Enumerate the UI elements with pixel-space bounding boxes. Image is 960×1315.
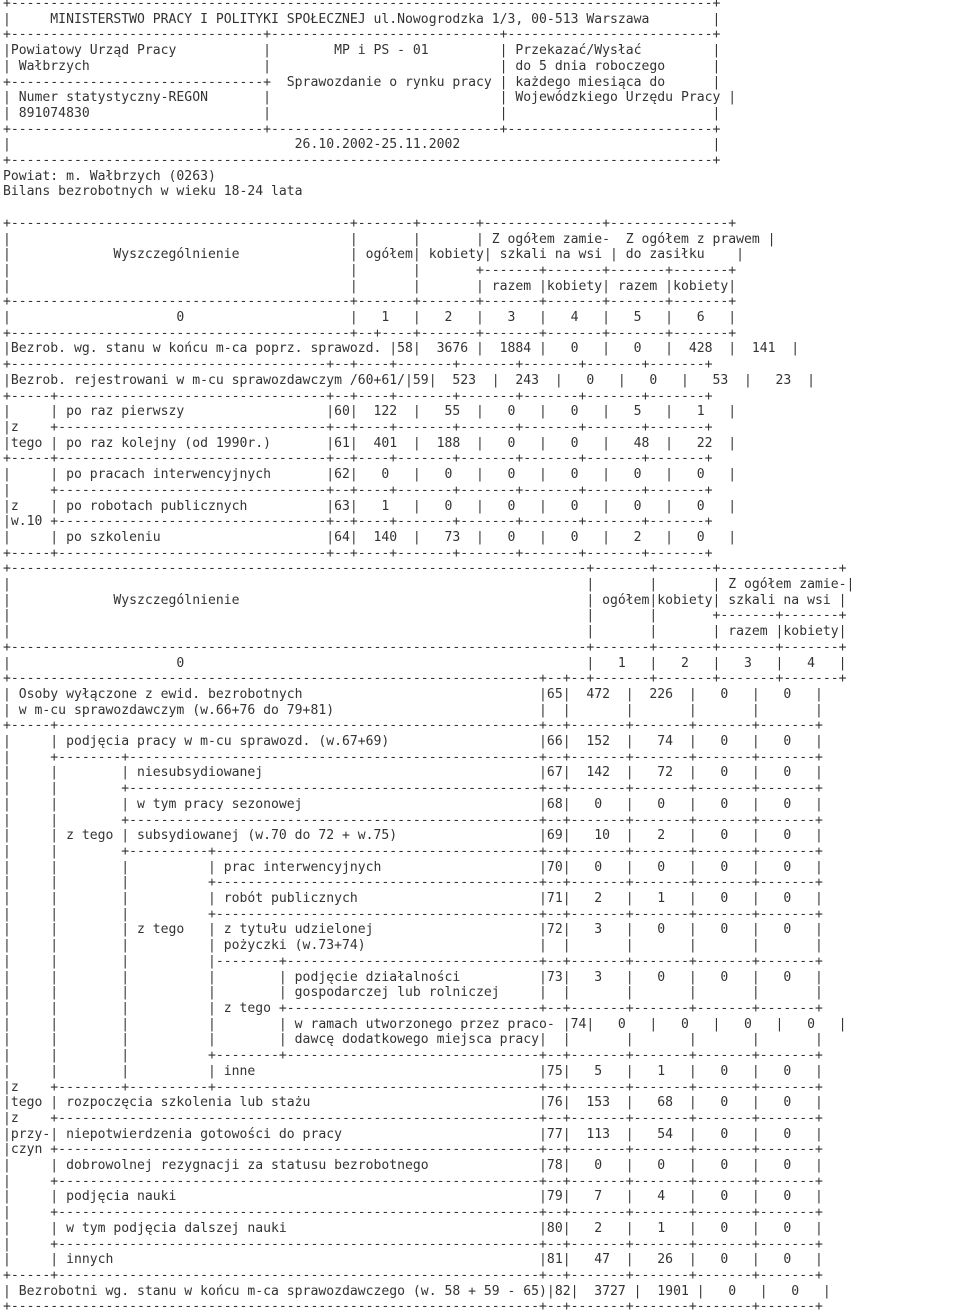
report-text: [3, 0, 854, 1315]
report-line: +-------------------------------------------------------------------+--+-------+-------+-------+-------+: [3, 1299, 823, 1315]
report-line: |przy-| niepotwierdzenia gotowości do pracy |77| 113 | 54 | 0 | 0 |: [3, 1126, 823, 1142]
report-line: +--------------------------------+ Sprawozdanie o rynku pracy | każdego miesiąca do |: [3, 74, 721, 90]
report-line: Bilans bezrobotnych w wieku 18-24 lata: [3, 184, 303, 200]
report-line: | Wyszczególnienie | ogółem|kobiety| szkali na wsi |: [3, 592, 847, 608]
report-line: +-------------------------------------------+-------+-------+---------------+---------------+: [3, 215, 737, 231]
report-line: +-----------------------------------------------------------------------------------------+: [3, 0, 721, 11]
report-line: |Powiatowy Urząd Pracy | MP i PS - 01 | Przekazać/Wysłać |: [3, 43, 721, 59]
report-line: | Wyszczególnienie | ogółem| kobiety| szkali na wsi | do zasiłku |: [3, 247, 745, 263]
report-line: | | +----------------------------------------------------+--+-------+-------+-------+-------+: [3, 812, 823, 828]
report-line: | +-------------------------------------------------------------+--+-------+-------+-------+-------+: [3, 1236, 823, 1252]
report-line: | | po raz pierwszy |60| 122 | 55 | 0 | 0 | 5 | 1 |: [3, 404, 737, 420]
report-line: |z +--------+----------+-----------------------------------------+--+-------+-------+-------+-------+: [3, 1079, 823, 1095]
report-line: +-------------------------------------------+-------+-------+-------+-------+-------+-------+: [3, 294, 737, 310]
report-line: +-----+-------------------------------------------------------------+--+-------+-------+-------+-------+: [3, 718, 823, 734]
report-line: | | | | razem |kobiety| razem |kobiety|: [3, 278, 737, 294]
report-line: | 891074830 | | |: [3, 105, 721, 121]
report-line: +-------------------------------------------------------------------+--+--+-------+-------+-------+-------+: [3, 671, 847, 687]
report-line: +--------------------------------+-----------------------------+--------------------------+: [3, 121, 721, 137]
report-line: | | podjęcia pracy w m-cu sprawozd. (w.67+69) |66| 152 | 74 | 0 | 0 |: [3, 734, 823, 750]
report-line: | | | | | dawcę dodatkowego miejsca pracy| | | | | |: [3, 1032, 823, 1048]
report-line: |tego | po raz kolejny (od 1990r.) |61| 401 | 188 | 0 | 0 | 48 | 22 |: [3, 435, 737, 451]
report-line: | | | w tym pracy sezonowej |68| 0 | 0 | 0 | 0 |: [3, 796, 823, 812]
report-line: | | | | Z ogółem zamie- Z ogółem z prawem |: [3, 231, 776, 247]
report-line: |czyn +-------------------------------------------------------------+--+-------+-------+-------+-------+: [3, 1142, 823, 1158]
report-line: | w m-cu sprawozdawczym (w.66+76 do 79+81) | | | | | |: [3, 702, 823, 718]
report-line: | | | | Z ogółem zamie-|: [3, 577, 855, 593]
report-line: | | | | robót publicznych |71| 2 | 1 | 0 | 0 |: [3, 891, 823, 907]
report-line: | 26.10.2002-25.11.2002 |: [3, 137, 721, 153]
report-line: +-----------------------------------------------------------------------------------------+: [3, 153, 721, 169]
report-line: |Bezrob. rejestrowani w m-cu sprawozdawczym /60+61/|59| 523 | 243 | 0 | 0 | 53 | 23 |: [3, 372, 815, 388]
report-line: +--------------------------------+-----------------------------+--------------------------+: [3, 27, 721, 43]
report-line: |tego | rozpoczęcia szkolenia lub stażu |76| 153 | 68 | 0 | 0 |: [3, 1095, 823, 1111]
report-line: | | | | razem |kobiety|: [3, 624, 847, 640]
report-line: | | | | prac interwencyjnych |70| 0 | 0 | 0 | 0 |: [3, 859, 823, 875]
report-line: | | | +--------+--------------------------------+--+-------+-------+-------+-------+: [3, 1048, 823, 1064]
report-line: | | innych |81| 47 | 26 | 0 | 0 |: [3, 1252, 823, 1268]
report-line: | | po szkoleniu |64| 140 | 73 | 0 | 0 | 2 | 0 |: [3, 529, 737, 545]
report-line: +-----+----------------------------------+--+----+-------+-------+-------+-------+-------+: [3, 451, 713, 467]
report-line: | | | | | gospodarczej lub rolniczej | | | | | |: [3, 985, 823, 1001]
report-line: | | | | pożyczki (w.73+74) | | | | | |: [3, 938, 823, 954]
report-line: +-----+----------------------------------+--+----+-------+-------+-------+-------+-------+: [3, 388, 713, 404]
report-line: | +-------------------------------------------------------------+--+-------+-------+-------+-------+: [3, 1205, 823, 1221]
report-line: | 0 | 1 | 2 | 3 | 4 | 5 | 6 |: [3, 310, 737, 326]
report-line: | | | | z tego +--------------------------------+--+-------+-------+-------+-------+: [3, 1001, 823, 1016]
report-line: | | po pracach interwencyjnych |62| 0 | 0 | 0 | 0 | 0 | 0 |: [3, 467, 737, 483]
report-line: | Bezrobotni wg. stanu w końcu m-ca sprawozdawczego (w. 58 + 59 - 65)|82| 3727 | 1901 | 0 | 0 |: [3, 1283, 831, 1299]
report-line: | | | +-----------------------------------------+--+-------+-------+-------+-------+: [3, 906, 823, 922]
report-line: |w.10 +----------------------------------+--+----+-------+-------+-------+-------+-------+: [3, 514, 713, 530]
report-line: +-----+----------------------------------+--+----+-------+-------+-------+-------+-------+: [3, 545, 713, 561]
report-line: |Bezrob. wg. stanu w końcu m-ca poprz. sprawozd. |58| 3676 | 1884 | 0 | 0 | 428 | 141 |: [3, 341, 800, 357]
report-line: |z | po robotach publicznych |63| 1 | 0 | 0 | 0 | 0 | 0 |: [3, 498, 737, 514]
report-line: | | | niesubsydiowanej |67| 142 | 72 | 0 | 0 |: [3, 765, 823, 781]
report-line: | | z tego | subsydiowanej (w.70 do 72 + w.75) |69| 10 | 2 | 0 | 0 |: [3, 828, 823, 844]
report-line: | | | | inne |75| 5 | 1 | 0 | 0 |: [3, 1063, 823, 1079]
report-line: | MINISTERSTWO PRACY I POLITYKI SPOŁECZNEJ ul.Nowogrodzka 1/3, 00-513 Warszawa |: [3, 11, 721, 27]
report-line: +----------------------------------------+--+----+-------+-------+-------+-------+-------+: [3, 357, 713, 373]
report-line: | | | |--------+--------------------------------+--+-------+-------+-------+-------+: [3, 953, 823, 969]
report-line: | | podjęcia nauki |79| 7 | 4 | 0 | 0 |: [3, 1189, 823, 1205]
report-line: | +--------+----------------------------------------------------+--+-------+-------+-------+-------+: [3, 749, 823, 765]
report-line: | 0 | 1 | 2 | 3 | 4 |: [3, 655, 847, 671]
report-line: | | | +-------+-------+-------+-------+: [3, 262, 737, 278]
report-line: +-------------------------------------------------------------------------+-------+-------+-------+-------+: [3, 639, 847, 655]
report-line: +-------------------------------------------------------------------------+-------+-------+---------------+: [3, 561, 847, 577]
report-line: | Numer statystyczny-REGON | | Wojewódzkiego Urzędu Pracy |: [3, 90, 737, 106]
report-line: | | +----------+-----------------------------------------+--+-------+-------+-------+-------+: [3, 843, 823, 859]
report-line: | | | +-----------------------------------------+--+-------+-------+-------+-------+: [3, 875, 823, 891]
report-line: | | | z tego | z tytułu udzielonej |72| 3 | 0 | 0 | 0 |: [3, 922, 823, 938]
report-line: | Osoby wyłączone z ewid. bezrobotnych |65| 472 | 226 | 0 | 0 |: [3, 686, 823, 702]
report-line: | +----------------------------------+--+----+-------+-------+-------+-------+-------+: [3, 482, 713, 498]
report-line: | | w tym podjęcia dalszej nauki |80| 2 | 1 | 0 | 0 |: [3, 1220, 823, 1236]
report-line: | +-------------------------------------------------------------+--+-------+-------+-------+-------+: [3, 1173, 823, 1189]
report-line: | | | | | w ramach utworzonego przez praco- |74| 0 | 0 | 0 | 0 |: [3, 1016, 847, 1032]
report-line: | | | | | podjęcie działalności |73| 3 | 0 | 0 | 0 |: [3, 969, 823, 985]
report-line: | Wałbrzych | | do 5 dnia roboczego |: [3, 58, 721, 74]
report-line: | | +----------------------------------------------------+--+-------+-------+-------+-------+: [3, 781, 823, 797]
report-line: +-----+-------------------------------------------------------------+--+-------+-------+-------+-------+: [3, 1267, 823, 1283]
report-line: |z +----------------------------------+--+----+-------+-------+-------+-------+-------+: [3, 419, 713, 435]
report-line: | | | +-------+-------+: [3, 608, 847, 624]
report-line: +-------------------------------------------+--+----+-------+-------+-------+-------+-------+: [3, 325, 737, 341]
report-line: | | dobrowolnej rezygnacji za statusu bezrobotnego |78| 0 | 0 | 0 | 0 |: [3, 1158, 823, 1174]
report-line: |z +-------------------------------------------------------------+--+-------+-------+-------+-------+: [3, 1110, 823, 1126]
report-line: Powiat: m. Wałbrzych (0263): [3, 168, 216, 184]
